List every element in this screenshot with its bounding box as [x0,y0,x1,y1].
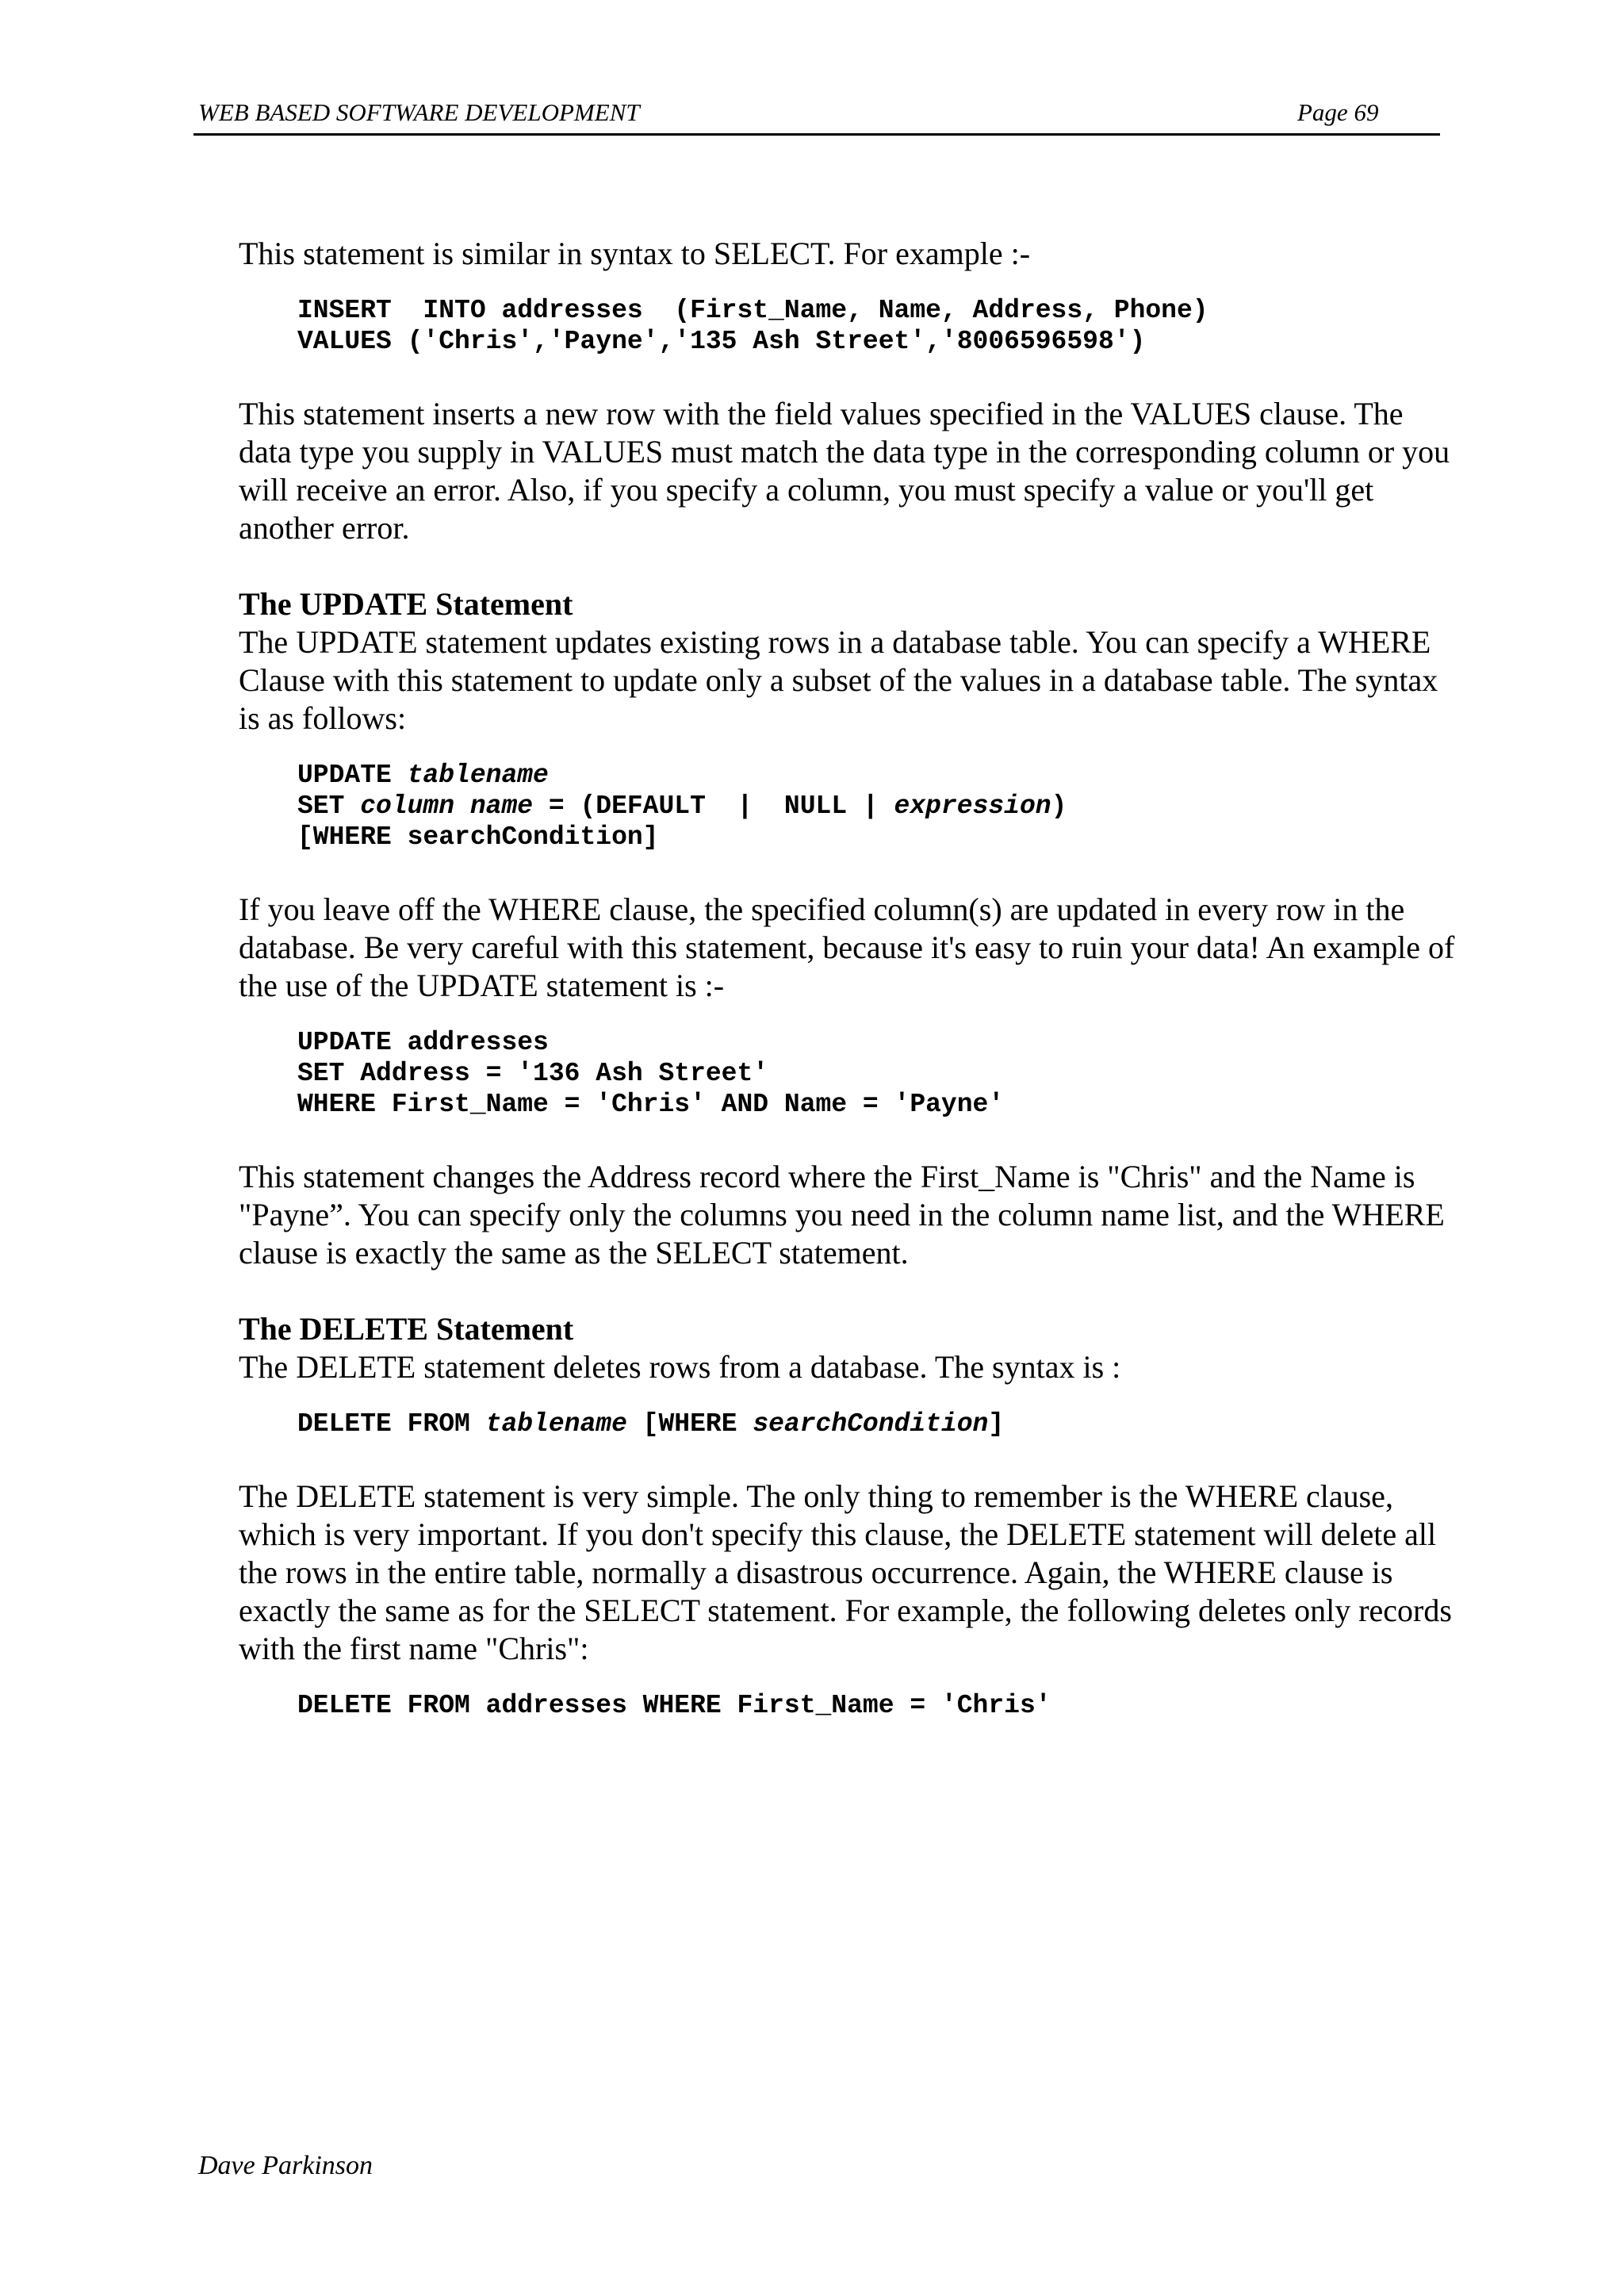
code-line: VALUES ('Chris','Payne','135 Ash Street','8006596598') [297,327,1146,356]
code-line: SET column name = (DEFAULT | NULL | expression) [297,792,1067,821]
update-heading: The UPDATE Statement [239,586,573,622]
code-line: INSERT INTO addresses (First_Name, Name, Address, Phone) [297,296,1208,325]
intro-paragraph: This statement is similar in syntax to SELECT. For example :- [239,236,1031,271]
author-name: Dave Parkinson [198,2151,373,2180]
page-content [239,235,1460,1721]
code-line: UPDATE tablename [297,761,549,790]
update-example-explanation-paragraph: This statement changes the Address record where the First_Name is "Chris" and the Name is "Payne”. You can specify only the columns you need in the column name list, and the WHERE clause is exactly the same as the SELECT statement. [239,1159,1445,1271]
page-number: Page 69 [1297,98,1379,126]
page-footer [198,2151,373,2181]
code-line: UPDATE addresses [297,1028,549,1057]
insert-code-block [297,295,1460,357]
document-title: WEB BASED SOFTWARE DEVELOPMENT [198,98,640,126]
update-example-block [297,1027,1460,1120]
update-description-paragraph: The UPDATE statement updates existing rows in a database table. You can specify a WHERE Clause with this statement to update only a subset of the values in a database table. The syntax is as follows: [239,624,1438,736]
code-line: SET Address = '136 Ash Street' [297,1059,769,1088]
delete-example-block [297,1690,1460,1721]
delete-explanation-paragraph: The DELETE statement is very simple. The only thing to remember is the WHERE clause, which is very important. If you don't specify this clause, the DELETE statement will delete all the rows in the entire table, normally a disastrous occurrence. Again, the WHERE clause is exactly the same as for the SELECT statement. For example, the following deletes only records with the first name "Chris": [239,1478,1452,1666]
code-line: DELETE FROM tablename [WHERE searchCondition] [297,1409,1005,1439]
insert-explanation-paragraph: This statement inserts a new row with the field values specified in the VALUES clause. The data type you supply in VALUES must match the data type in the corresponding column or you will receive an error. Also, if you specify a column, you must specify a value or you'll get another error. [239,396,1450,546]
delete-heading: The DELETE Statement [239,1311,574,1347]
code-line: WHERE First_Name = 'Chris' AND Name = 'Payne' [297,1090,1005,1119]
code-line: [WHERE searchCondition] [297,822,659,852]
update-syntax-block [297,760,1460,853]
code-line: DELETE FROM addresses WHERE First_Name = 'Chris' [297,1691,1051,1720]
page-header [193,95,1440,136]
delete-description-paragraph: The DELETE statement deletes rows from a database. The syntax is : [239,1349,1121,1385]
update-warning-paragraph: If you leave off the WHERE clause, the specified column(s) are updated in every row in the database. Be very careful with this statement, because it's easy to ruin your data! An example of the use of the UPDATE statement is :- [239,891,1455,1003]
delete-syntax-block [297,1409,1460,1439]
